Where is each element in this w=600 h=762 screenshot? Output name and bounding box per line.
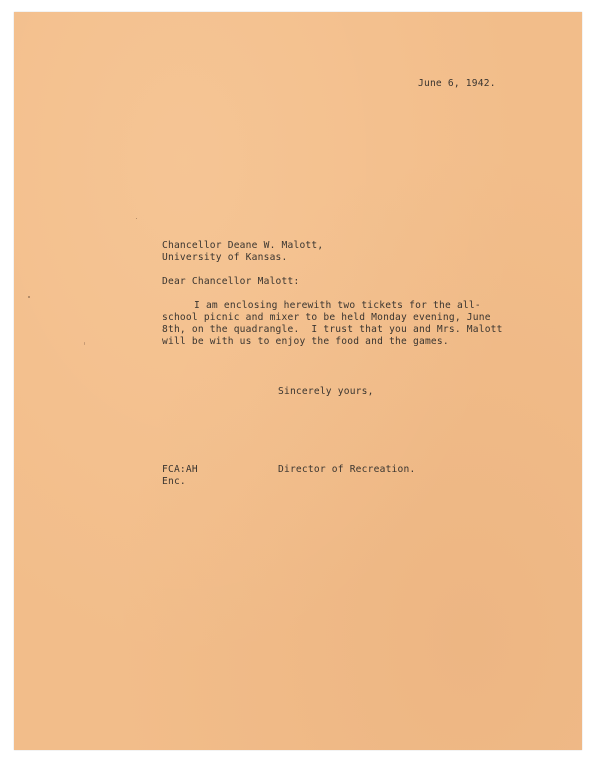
enclosure-note: Enc. <box>162 476 186 487</box>
letter-page <box>14 12 582 750</box>
recipient-org: University of Kansas. <box>162 252 288 263</box>
salutation: Dear Chancellor Malott: <box>162 276 300 287</box>
closing: Sincerely yours, <box>278 386 374 397</box>
letter-date: June 6, 1942. <box>418 78 496 89</box>
signature-title: Director of Recreation. <box>278 464 416 475</box>
paper-speck <box>136 218 137 219</box>
reference-initials: FCA:AH <box>162 464 198 475</box>
recipient-name: Chancellor Deane W. Malott, <box>162 240 324 251</box>
paper-speck <box>84 342 85 345</box>
body-line-3: 8th, on the quadrangle. I trust that you and Mrs. Malott <box>162 324 503 335</box>
paper-speck <box>28 296 30 298</box>
body-line-1: I am enclosing herewith two tickets for the all- <box>194 300 481 311</box>
body-line-4: will be with us to enjoy the food and the games. <box>162 336 449 347</box>
body-line-2: school picnic and mixer to be held Monday evening, June <box>162 312 491 323</box>
